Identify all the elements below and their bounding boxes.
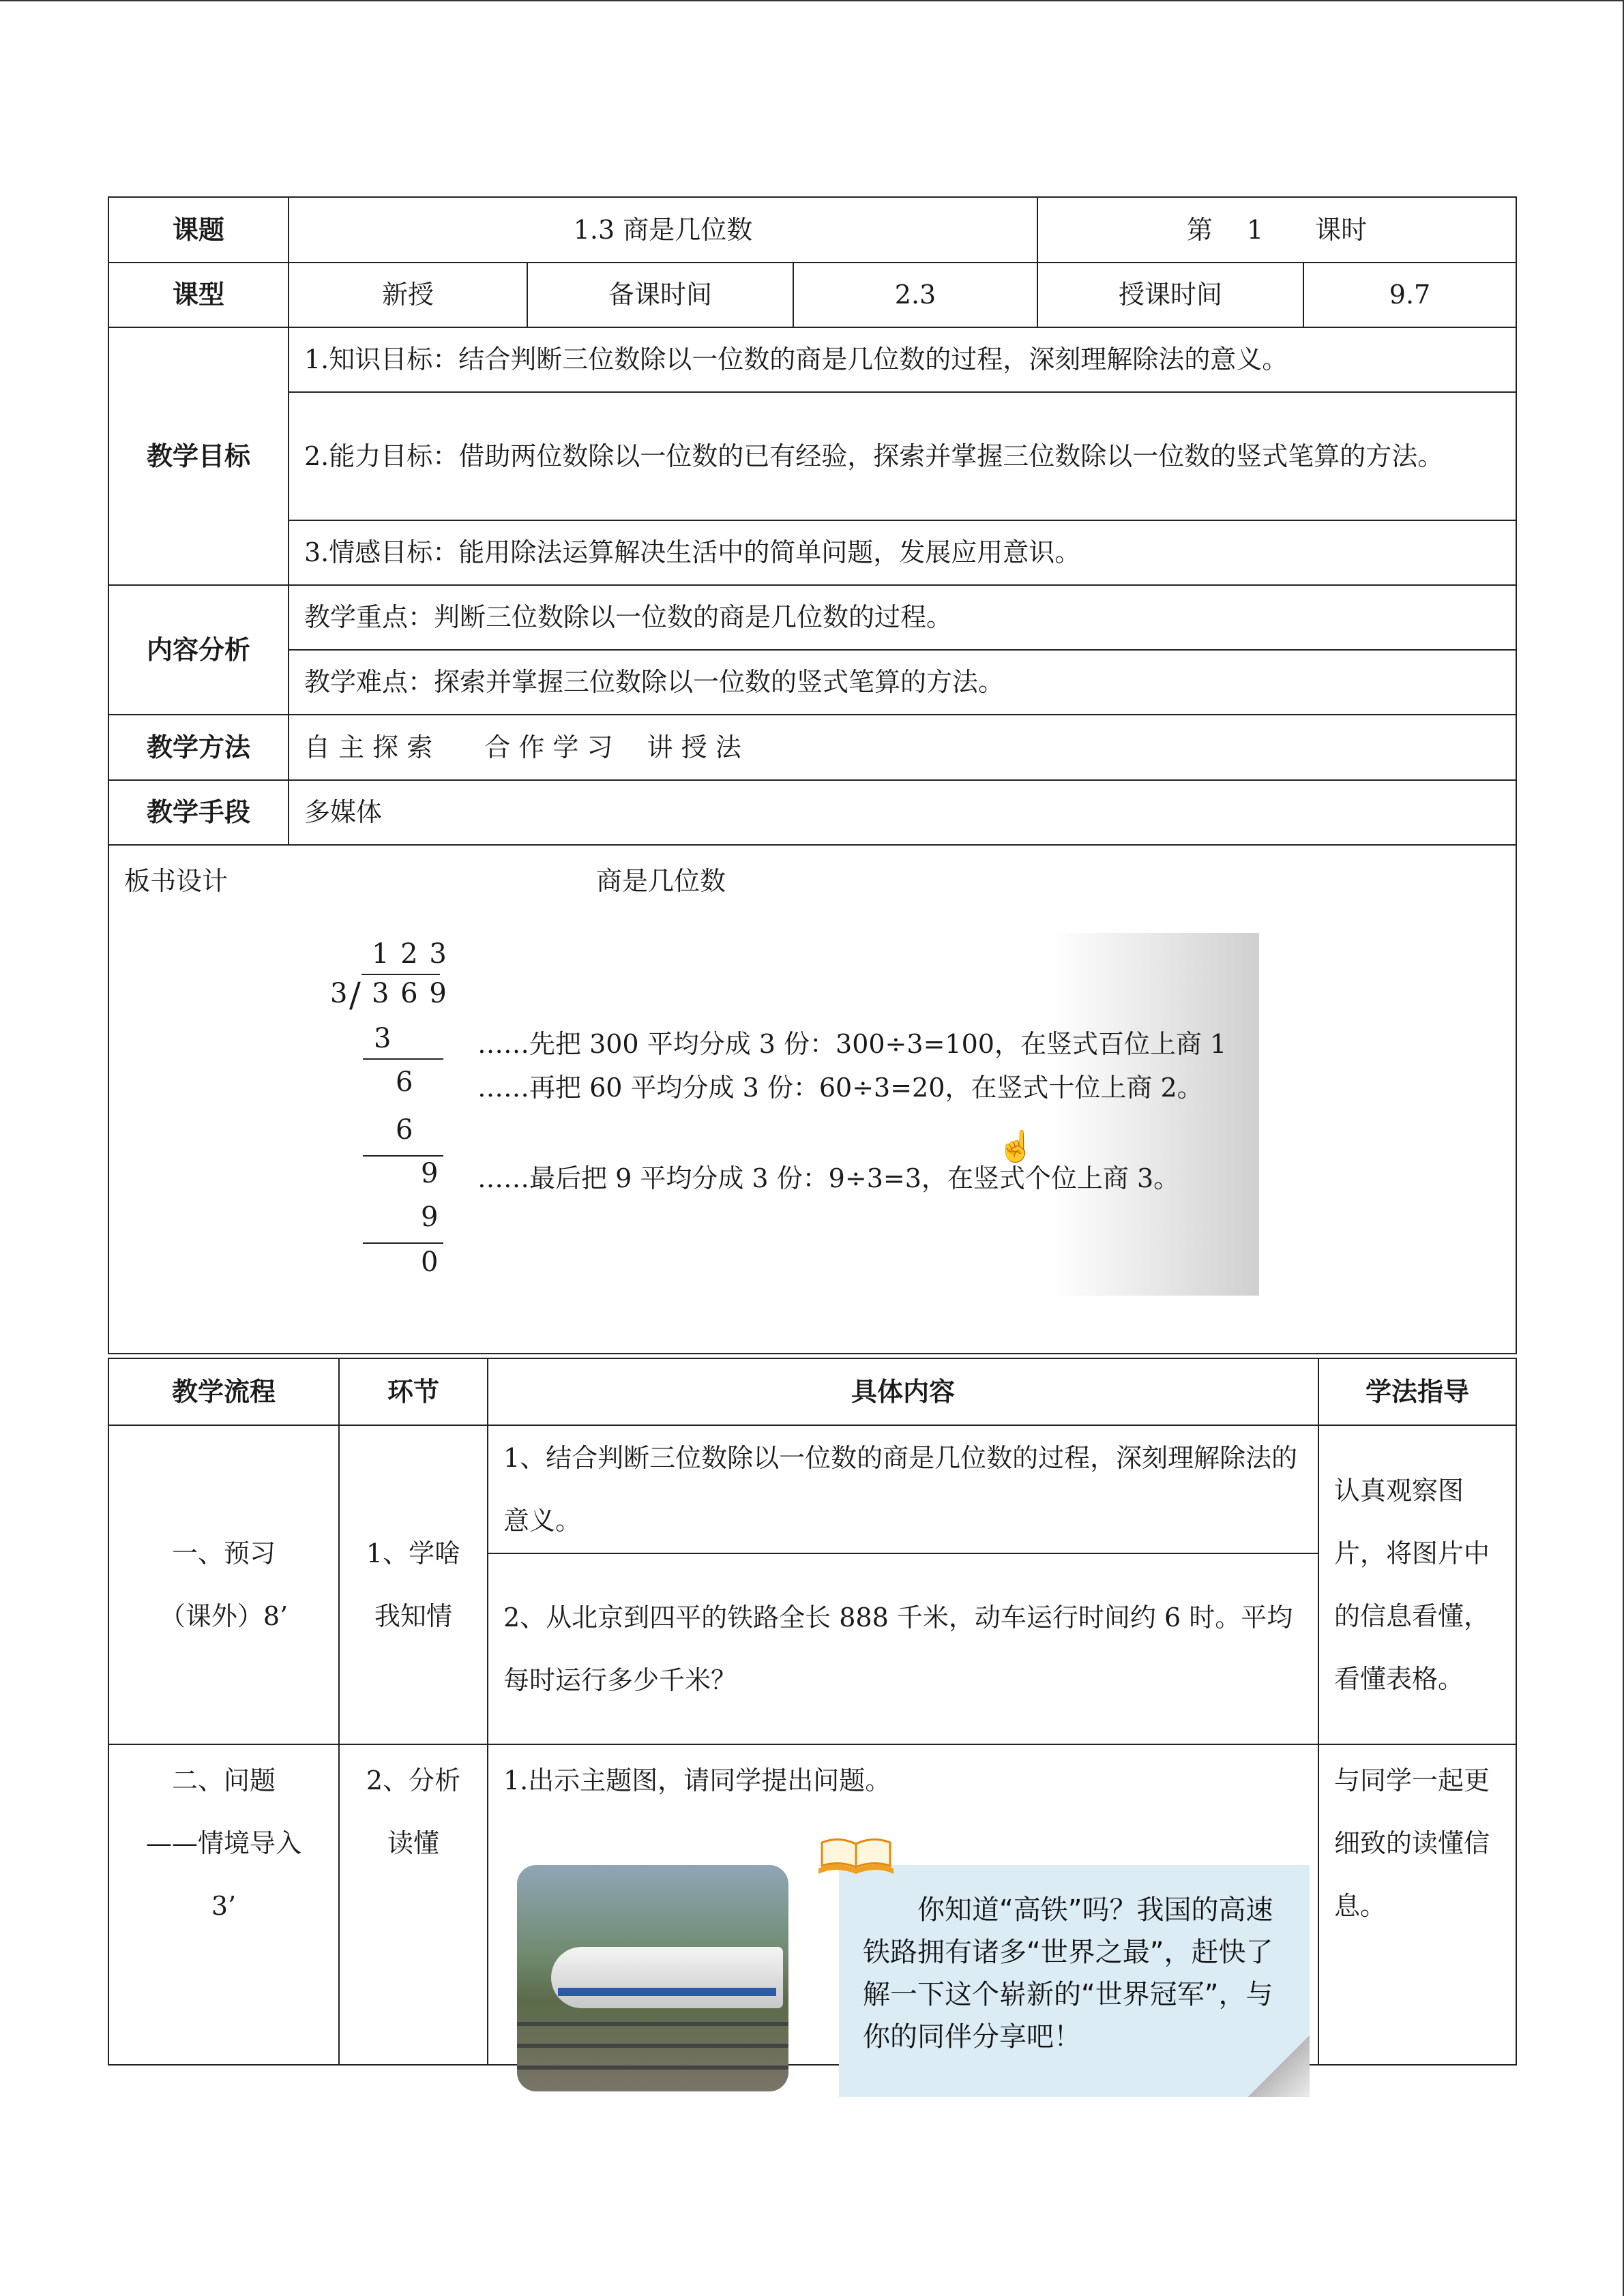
flow-stage-preview: 一、预习 （课外）8’ <box>108 1425 339 1744</box>
type-value: 新授 <box>289 263 527 327</box>
division-quotient: 1 2 3 <box>372 938 448 970</box>
teach-time-value: 9.7 <box>1303 263 1516 327</box>
key-point: 教学重点：判断三位数除以一位数的商是几位数的过程。 <box>289 585 1516 650</box>
teach-time-label: 授课时间 <box>1037 263 1303 327</box>
flow-step-intro: 2、分析 读懂 <box>339 1744 488 2065</box>
objective-emotion: 3.情感目标：能用除法运算解决生活中的简单问题，发展应用意识。 <box>289 520 1516 585</box>
open-book-icon <box>815 1834 897 1878</box>
board-title: 商是几位数 <box>596 866 726 896</box>
flow-stage-intro: 二、问题 ——情境导入 3’ <box>108 1744 339 2065</box>
division-step-4: 9 <box>421 1158 439 1189</box>
means-label: 教学手段 <box>108 780 289 845</box>
board-label: 板书设计 <box>124 866 228 896</box>
division-step-1: 3 <box>374 1023 392 1054</box>
high-speed-train-image <box>517 1865 788 2091</box>
division-step-2: 6 <box>396 1067 413 1098</box>
division-figure <box>314 933 1259 1296</box>
step-line-3 <box>363 1242 443 1244</box>
division-step-5: 9 <box>421 1202 439 1233</box>
flow-header-stage: 教学流程 <box>108 1358 339 1425</box>
division-note-3: ……最后把 9 平均分成 3 份：9÷3=3，在竖式个位上商 3。 <box>477 1163 1180 1193</box>
flow-header-step: 环节 <box>339 1358 488 1425</box>
division-divisor: 3 <box>330 978 348 1009</box>
info-card-text: 你知道“高铁”吗？我国的高速铁路拥有诸多“世界之最”，赶快了解一下这个崭新的“世界冠军”，与你的同伴分享吧！ <box>863 1894 1273 2053</box>
topic-label: 课题 <box>108 197 289 263</box>
topic-value: 1.3 商是几位数 <box>289 197 1037 263</box>
flow-content-2: 2、从北京到四平的铁路全长 888 千米，动车运行时间约 6 时。平均每时运行多少千米？ <box>488 1553 1318 1744</box>
flow-guide-preview: 认真观察图片，将图片中的信息看懂，看懂表格。 <box>1318 1425 1516 1744</box>
division-step-3: 6 <box>396 1114 413 1146</box>
difficulty: 教学难点：探索并掌握三位数除以一位数的竖式笔算的方法。 <box>289 650 1516 715</box>
flow-content-1: 1、结合判断三位数除以一位数的商是几位数的过程，深刻理解除法的意义。 <box>488 1425 1318 1553</box>
objectives-label: 教学目标 <box>108 327 289 585</box>
period-value: 第 1 课时 <box>1037 197 1516 263</box>
prep-time-value: 2.3 <box>793 263 1037 327</box>
method-value: 自 主 探 索 合 作 学 习 讲 授 法 <box>289 715 1516 780</box>
flow-header-guide: 学法指导 <box>1318 1358 1516 1425</box>
step-line-2 <box>363 1155 443 1157</box>
flow-guide-intro: 与同学一起更细致的读懂信息。 <box>1318 1744 1516 2065</box>
method-label: 教学方法 <box>108 715 289 780</box>
type-label: 课型 <box>108 263 289 327</box>
division-step-6: 0 <box>421 1247 439 1278</box>
division-note-2: ……再把 60 平均分成 3 份：60÷3=20，在竖式十位上商 2。 <box>477 1073 1203 1103</box>
objective-knowledge: 1.知识目标：结合判断三位数除以一位数的商是几位数的过程，深刻理解除法的意义。 <box>289 327 1516 392</box>
flow-step-preview: 1、学啥 我知情 <box>339 1425 488 1744</box>
flow-header-content: 具体内容 <box>488 1358 1318 1425</box>
step-line-1 <box>363 1058 443 1060</box>
division-note-1: ……先把 300 平均分成 3 份：300÷3=100，在竖式百位上商 1 <box>477 1029 1227 1059</box>
flow-content-3: 1.出示主题图，请同学提出问题。 <box>488 1744 1318 2065</box>
means-value: 多媒体 <box>289 780 1516 845</box>
prep-time-label: 备课时间 <box>527 263 793 327</box>
hand-cursor-icon: ☝ <box>997 1129 1035 1164</box>
division-bar <box>361 974 440 975</box>
objective-ability: 2.能力目标：借助两位数除以一位数的已有经验，探索并掌握三位数除以一位数的竖式笔算的方法。 <box>289 392 1516 520</box>
division-bracket: / <box>349 975 361 1015</box>
content-label: 内容分析 <box>108 585 289 715</box>
division-dividend: 3 6 9 <box>372 978 448 1009</box>
